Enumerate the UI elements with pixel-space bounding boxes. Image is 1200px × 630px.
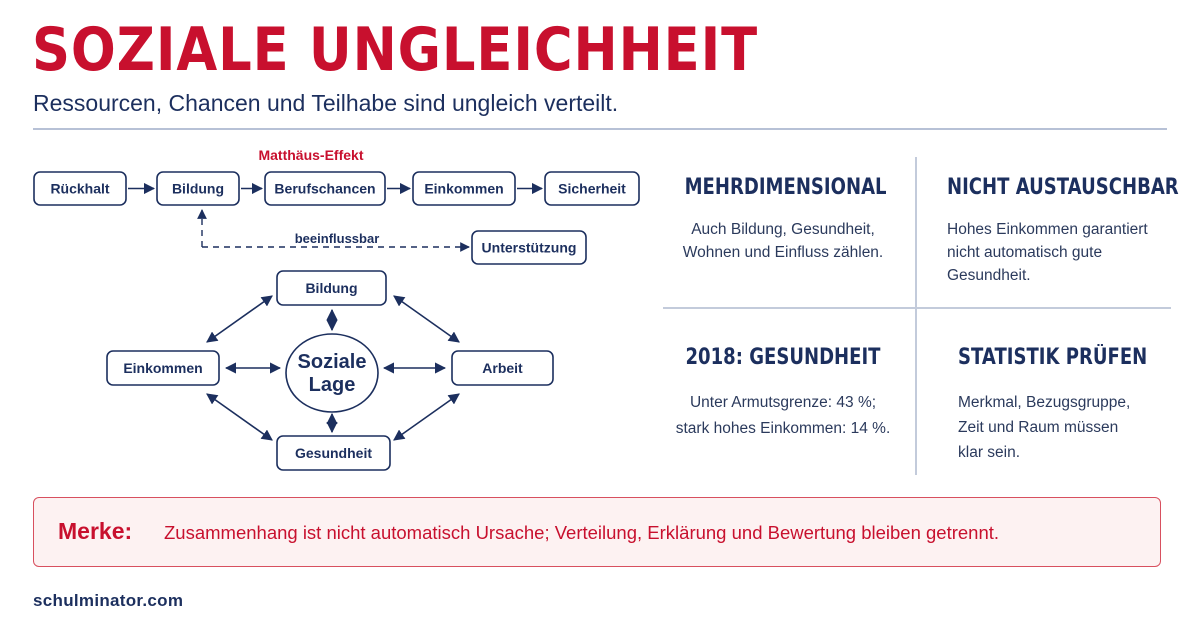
hub-arrow-diag-tl xyxy=(207,296,272,342)
card-line: Unter Armutsgrenze: 43 %; xyxy=(689,394,877,411)
svg-text:Rückhalt: Rückhalt xyxy=(50,180,110,197)
card-mehrdimensional xyxy=(663,174,903,264)
card-line: Auch Bildung, Gesundheit, xyxy=(691,221,875,238)
card-nicht-austauschbar xyxy=(947,174,1200,287)
svg-text:Einkommen: Einkommen xyxy=(424,180,504,197)
matthaeus-effekt-label: Matthäus-Effekt xyxy=(258,147,364,163)
card-title: NICHT AUSTAUSCHBAR xyxy=(947,175,1179,200)
footer-brand: schulminator.com xyxy=(33,591,184,610)
svg-text:Unterstützung: Unterstützung xyxy=(481,239,577,256)
hub-node-einkommen xyxy=(107,351,219,385)
cards-divider-vertical xyxy=(915,157,917,475)
hub-node-arbeit xyxy=(452,351,553,385)
hub-node-gesundheit xyxy=(277,436,390,470)
svg-text:Bildung: Bildung xyxy=(171,180,225,197)
card-line: Wohnen und Einfluss zählen. xyxy=(682,244,884,261)
card-line: Hohes Einkommen garantiert xyxy=(947,221,1148,238)
diagram xyxy=(0,0,660,490)
hub-arrow-diag-br xyxy=(394,394,459,440)
svg-text:Lage: Lage xyxy=(308,374,356,396)
flow-node-rueckhalt xyxy=(34,172,126,205)
page-title: SOZIALE UNGLEICHHEIT xyxy=(32,15,759,85)
svg-text:Bildung: Bildung xyxy=(305,280,358,296)
merke-label: Merke: xyxy=(58,518,133,544)
card-line: Merkmal, Bezugsgruppe, xyxy=(958,394,1131,411)
merke-callout xyxy=(33,497,1161,567)
card-title: STATISTIK PRÜFEN xyxy=(958,345,1148,370)
card-line: stark hohes Einkommen: 14 %. xyxy=(675,420,891,437)
beeinflussbar-label: beeinflussbar xyxy=(294,231,380,246)
hub-arrow-diag-tr xyxy=(394,296,459,342)
card-title: 2018: GESUNDHEIT xyxy=(685,345,881,370)
flow-node-bildung xyxy=(157,172,239,205)
card-line: Zeit und Raum müssen xyxy=(958,419,1119,436)
hub-node-bildung xyxy=(277,271,386,305)
merke-text: Zusammenhang ist nicht automatisch Ursache; Verteilung, Erklärung und Bewertung bleiben getrennt. xyxy=(164,522,1000,543)
svg-text:Berufschancen: Berufschancen xyxy=(274,180,376,197)
card-statistik-pruefen xyxy=(958,344,1158,465)
card-line: nicht automatisch gute xyxy=(947,244,1103,261)
flow-node-sicherheit xyxy=(545,172,639,205)
svg-text:Soziale: Soziale xyxy=(297,351,367,373)
hub-arrow-diag-bl xyxy=(207,394,272,440)
svg-text:Arbeit: Arbeit xyxy=(482,360,523,376)
svg-text:Sicherheit: Sicherheit xyxy=(558,180,626,197)
flow-node-einkommen xyxy=(413,172,515,205)
hub-center-soziale-lage xyxy=(286,334,378,412)
flow-node-berufschancen xyxy=(265,172,385,205)
page-subtitle: Ressourcen, Chancen und Teilhabe sind ungleich verteilt. xyxy=(33,90,619,116)
card-line: Gesundheit. xyxy=(947,267,1031,284)
flow-node-unterstuetzung xyxy=(472,231,586,264)
svg-text:Einkommen: Einkommen xyxy=(123,360,203,376)
card-title: MEHRDIMENSIONAL xyxy=(684,175,887,200)
card-line: klar sein. xyxy=(958,444,1021,461)
cards-divider-horizontal xyxy=(663,307,1171,309)
card-2018-gesundheit xyxy=(663,344,903,442)
svg-text:Gesundheit: Gesundheit xyxy=(294,445,373,461)
